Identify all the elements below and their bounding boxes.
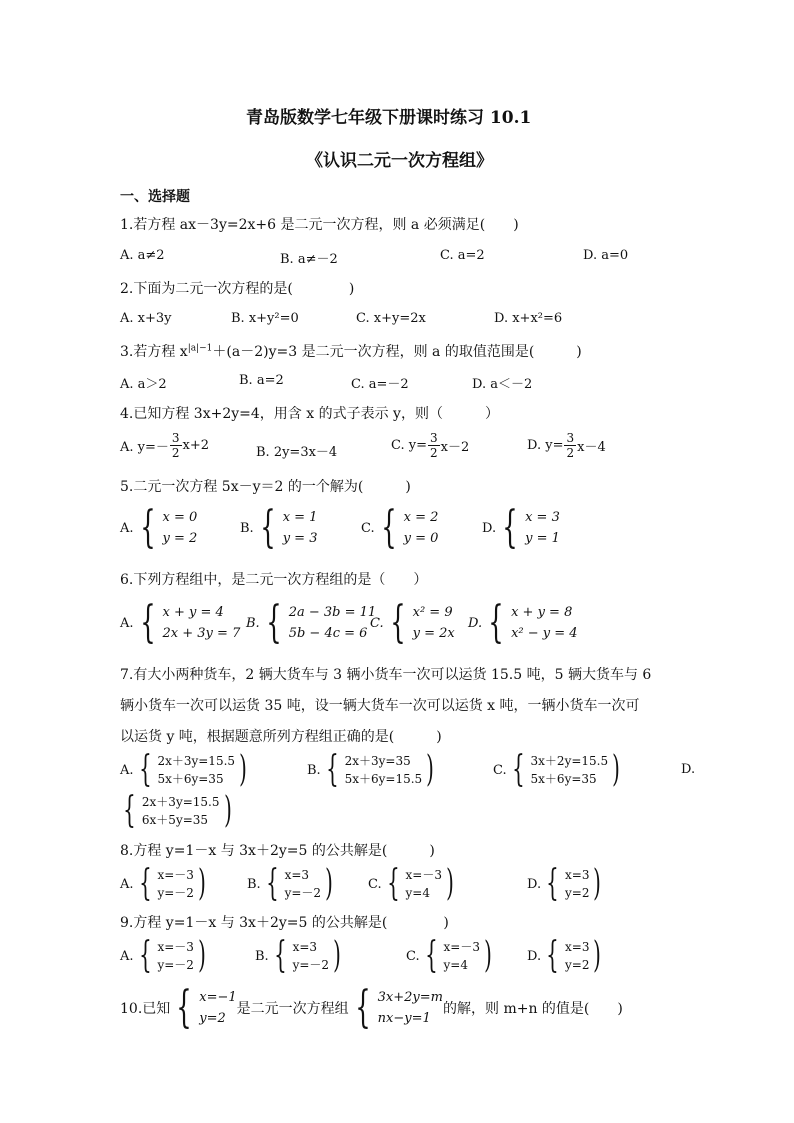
q7-d-line1: 2x＋3y=15.5 xyxy=(141,795,220,809)
q3-stem-post: ＋(a－2)y=3 是二元一次方程，则 a 的取值范围是( ) xyxy=(212,344,582,360)
brace-icon: { xyxy=(386,863,400,904)
q5-b-line1: x = 1 xyxy=(282,510,318,525)
q4-c-den: 2 xyxy=(430,446,438,460)
q6-option-d xyxy=(468,597,578,648)
q5-c-line1: x = 2 xyxy=(403,510,439,525)
q6-c-system xyxy=(413,602,455,644)
q4-option-a xyxy=(120,431,209,460)
q9-b-label: B. xyxy=(255,948,269,964)
q2-option-b: B. x+y²=0 xyxy=(231,311,299,326)
q6-b-system xyxy=(289,602,376,644)
brace-icon: { xyxy=(502,502,518,553)
q8-a-line2: y=－2 xyxy=(157,886,194,900)
q5-c-system xyxy=(404,507,439,549)
q5-d-line2: y = 1 xyxy=(525,531,560,546)
question-2-stem: 2.下面为二元一次方程的是( ) xyxy=(120,281,355,297)
q4-option-b: B. 2y=3x－4 xyxy=(256,445,338,460)
question-4-stem: 4.已知方程 3x+2y=4，用含 x 的式子表示 y，则（ ） xyxy=(120,406,499,422)
q8-option-c xyxy=(368,863,457,904)
q9-d-system xyxy=(565,938,589,974)
q7-a-line1: 2x＋3y=15.5 xyxy=(157,754,236,768)
q3-option-b: B. a=2 xyxy=(239,373,284,388)
q6-option-c xyxy=(370,597,455,648)
q7-c-label: C. xyxy=(493,762,507,778)
q8-c-system xyxy=(406,866,442,902)
q7-option-d-label: D. xyxy=(681,762,696,777)
brace-icon: { xyxy=(265,863,279,904)
q6-c-line1: x² = 9 xyxy=(412,605,453,620)
q6-a-system xyxy=(163,602,241,644)
question-5-stem: 5.二元一次方程 5x－y＝2 的一个解为( ) xyxy=(120,479,411,495)
q8-a-system xyxy=(157,866,193,902)
q10-mid: 是二元一次方程组 xyxy=(236,1001,349,1017)
q8-b-system xyxy=(285,866,321,902)
title-line-1: 青岛版数学七年级下册课时练习 10.1 xyxy=(246,108,532,128)
q5-a-line1: x = 0 xyxy=(162,510,198,525)
paren-icon: ) xyxy=(325,863,333,904)
q4-option-c xyxy=(391,431,469,460)
q10-post: 的解，则 m+n 的值是( ) xyxy=(443,1001,623,1017)
q7-c-line2: 5x＋6y=35 xyxy=(530,772,597,786)
q8-d-line2: y=2 xyxy=(565,886,590,900)
q7-b-line1: 2x＋3y=35 xyxy=(344,754,411,768)
q5-c-line2: y = 0 xyxy=(403,531,439,546)
q7-a-line2: 5x＋6y=35 xyxy=(157,772,224,786)
q2-option-d: D. x+x²=6 xyxy=(494,311,563,326)
q3-option-a: A. a＞2 xyxy=(120,377,167,392)
brace-icon: { xyxy=(488,597,504,648)
question-10 xyxy=(120,982,623,1033)
brace-icon: { xyxy=(138,935,152,976)
brace-icon: { xyxy=(259,502,276,553)
q4-c-post: x－2 xyxy=(440,440,470,455)
q5-a-label: A. xyxy=(120,520,134,536)
brace-icon: { xyxy=(389,597,406,648)
q10-s-line1: x=−1 xyxy=(199,990,237,1005)
q8-c-line1: x=－3 xyxy=(405,868,442,882)
q8-a-label: A. xyxy=(120,876,134,892)
title-line-2: 《认识二元一次方程组》 xyxy=(306,151,493,171)
brace-icon: { xyxy=(424,935,438,976)
paren-icon: ) xyxy=(612,749,621,790)
question-7-line-3: 以运货 y 吨，根据题意所列方程组正确的是( ) xyxy=(120,729,442,745)
brace-icon: { xyxy=(546,935,559,976)
q5-option-b xyxy=(240,502,318,553)
q5-option-c xyxy=(361,502,439,553)
q8-d-label: D. xyxy=(527,876,542,892)
q9-d-line2: y=2 xyxy=(565,958,590,972)
q4-a-pre: A. y=－ xyxy=(120,440,169,455)
q6-d-line1: x + y = 8 xyxy=(511,605,573,620)
brace-icon: { xyxy=(123,790,136,831)
q6-b-label: B. xyxy=(246,615,260,631)
q7-a-system xyxy=(157,752,235,788)
paren-icon: ) xyxy=(593,935,602,976)
q5-b-line2: y = 3 xyxy=(282,531,318,546)
question-6-stem: 6.下列方程组中，是二元一次方程组的是（ ） xyxy=(120,572,428,588)
q8-a-line1: x=－3 xyxy=(157,868,194,882)
paren-icon: ) xyxy=(446,863,454,904)
q7-b-system xyxy=(345,752,423,788)
q4-option-d xyxy=(527,431,606,460)
paren-icon: ) xyxy=(484,935,492,976)
q9-a-system xyxy=(157,938,193,974)
q7-d-line2: 6x＋5y=35 xyxy=(141,813,209,827)
brace-icon: { xyxy=(354,982,371,1033)
q1-option-d: D. a=0 xyxy=(583,248,629,263)
question-9-stem: 9.方程 y=1－x 与 3x＋2y=5 的公共解是( ) xyxy=(120,915,449,931)
q5-d-line1: x = 3 xyxy=(525,510,560,525)
q6-a-line2: 2x + 3y = 7 xyxy=(162,626,241,641)
q10-pre: 10.已知 xyxy=(120,1001,171,1017)
q9-c-line1: x=－3 xyxy=(443,940,480,954)
paren-icon: ) xyxy=(239,749,247,790)
q8-c-label: C. xyxy=(368,876,382,892)
q9-b-line2: y=－2 xyxy=(292,958,330,972)
q9-c-label: C. xyxy=(406,948,420,964)
q4-d-post: x－4 xyxy=(577,440,606,455)
q4-d-den: 2 xyxy=(566,446,575,460)
q6-c-label: C. xyxy=(370,615,384,631)
q5-b-label: B. xyxy=(240,520,254,536)
q4-a-den: 2 xyxy=(171,446,180,460)
q6-d-line2: x² − y = 4 xyxy=(511,626,578,641)
q7-c-line1: 3x＋2y=15.5 xyxy=(530,754,609,768)
q6-b-line2: 5b − 4c = 6 xyxy=(288,626,368,641)
q3-option-c: C. a=－2 xyxy=(351,377,409,392)
brace-icon: { xyxy=(265,597,282,648)
q7-d-system xyxy=(142,793,220,829)
q8-option-a xyxy=(120,863,209,904)
q2-option-a: A. x+3y xyxy=(120,311,172,326)
q5-a-line2: y = 2 xyxy=(162,531,198,546)
question-3-stem xyxy=(120,341,582,361)
q5-d-system xyxy=(525,507,560,549)
q10-t-line1: 3x+2y=m xyxy=(377,990,443,1005)
q9-option-c xyxy=(406,935,495,976)
q9-option-a xyxy=(120,935,209,976)
q9-option-b xyxy=(255,935,344,976)
brace-icon: { xyxy=(325,749,339,790)
q7-option-c xyxy=(493,749,623,790)
q6-c-line2: y = 2x xyxy=(412,626,455,641)
question-7-line-2: 辆小货车一次可以运货 35 吨，设一辆大货车一次可以运货 x 吨，一辆小货车一次可 xyxy=(120,698,640,714)
q9-c-line2: y=4 xyxy=(443,958,468,972)
q5-d-label: D. xyxy=(482,520,497,536)
q4-c-fraction xyxy=(428,431,440,460)
brace-icon: { xyxy=(511,749,525,790)
q7-a-label: A. xyxy=(120,762,134,778)
q3-stem-pre: 3.若方程 x xyxy=(120,344,188,360)
q1-option-c: C. a=2 xyxy=(440,248,485,263)
q8-b-line1: x=3 xyxy=(284,868,310,882)
q10-s-line2: y=2 xyxy=(199,1011,226,1026)
brace-icon: { xyxy=(139,597,156,648)
q4-a-fraction xyxy=(170,431,182,460)
question-8-stem: 8.方程 y=1－x 与 3x＋2y=5 的公共解是( ) xyxy=(120,843,435,859)
q7-c-system xyxy=(531,752,609,788)
brace-icon: { xyxy=(273,935,287,976)
paren-icon: ) xyxy=(223,790,232,831)
q6-a-line1: x + y = 4 xyxy=(162,605,224,620)
q1-option-a: A. a≠2 xyxy=(120,248,165,263)
q3-option-d: D. a＜－2 xyxy=(472,377,533,392)
q10-system xyxy=(378,987,443,1029)
q8-d-line1: x=3 xyxy=(565,868,590,882)
q8-b-label: B. xyxy=(247,876,261,892)
q5-option-d xyxy=(482,502,560,553)
question-7-line-1: 7.有大小两种货车，2 辆大货车与 3 辆小货车一次可以运货 15.5 吨，5 辆大货车与 6 xyxy=(120,667,652,683)
q7-b-line2: 5x＋6y=15.5 xyxy=(344,772,423,786)
q6-option-a xyxy=(120,597,241,648)
paren-icon: ) xyxy=(198,863,206,904)
q3-exponent: |a|−1 xyxy=(187,343,213,354)
q7-b-label: B. xyxy=(307,762,321,778)
q2-option-c: C. x+y=2x xyxy=(356,311,426,326)
q4-c-num: 3 xyxy=(430,431,438,445)
q4-d-fraction xyxy=(564,431,576,460)
q8-b-line2: y=－2 xyxy=(284,886,322,900)
q6-a-label: A. xyxy=(120,615,134,631)
q6-b-line1: 2a − 3b = 11 xyxy=(288,605,377,620)
q7-option-a xyxy=(120,749,250,790)
brace-icon: { xyxy=(138,863,152,904)
q7-option-b xyxy=(307,749,437,790)
q4-c-pre: C. y= xyxy=(391,438,427,453)
q9-d-label: D. xyxy=(527,948,542,964)
q5-c-label: C. xyxy=(361,520,375,536)
brace-icon: { xyxy=(139,502,156,553)
q5-a-system xyxy=(163,507,198,549)
q9-a-line2: y=－2 xyxy=(157,958,194,972)
q10-solution xyxy=(199,987,236,1029)
q8-option-b xyxy=(247,863,336,904)
q4-d-pre: D. y= xyxy=(527,438,564,453)
brace-icon: { xyxy=(138,749,152,790)
q6-option-b xyxy=(246,597,377,648)
q8-d-system xyxy=(565,866,589,902)
paren-icon: ) xyxy=(333,935,341,976)
q9-b-line1: x=3 xyxy=(292,940,318,954)
brace-icon: { xyxy=(546,863,559,904)
q4-d-num: 3 xyxy=(566,431,575,445)
q9-c-system xyxy=(444,938,480,974)
section-heading: 一、选择题 xyxy=(120,189,190,205)
q9-d-line1: x=3 xyxy=(565,940,590,954)
paren-icon: ) xyxy=(198,935,206,976)
q6-d-label: D. xyxy=(468,615,483,631)
q8-c-line2: y=4 xyxy=(405,886,430,900)
q9-b-system xyxy=(293,938,329,974)
q8-option-d xyxy=(527,863,605,904)
q1-option-b: B. a≠－2 xyxy=(280,252,338,267)
q4-a-num: 3 xyxy=(171,431,180,445)
question-1-stem: 1.若方程 ax－3y=2x+6 是二元一次方程，则 a 必须满足( ) xyxy=(120,217,519,233)
q10-t-line2: nx−y=1 xyxy=(377,1011,431,1026)
q6-d-system xyxy=(511,602,577,644)
paren-icon: ) xyxy=(593,863,602,904)
q7-option-d xyxy=(118,790,235,831)
paren-icon: ) xyxy=(426,749,435,790)
q5-b-system xyxy=(283,507,318,549)
q4-a-post: x+2 xyxy=(182,438,210,453)
brace-icon: { xyxy=(176,982,192,1033)
q9-option-d xyxy=(527,935,605,976)
q9-a-label: A. xyxy=(120,948,134,964)
q5-option-a xyxy=(120,502,198,553)
brace-icon: { xyxy=(380,502,397,553)
q9-a-line1: x=－3 xyxy=(157,940,194,954)
